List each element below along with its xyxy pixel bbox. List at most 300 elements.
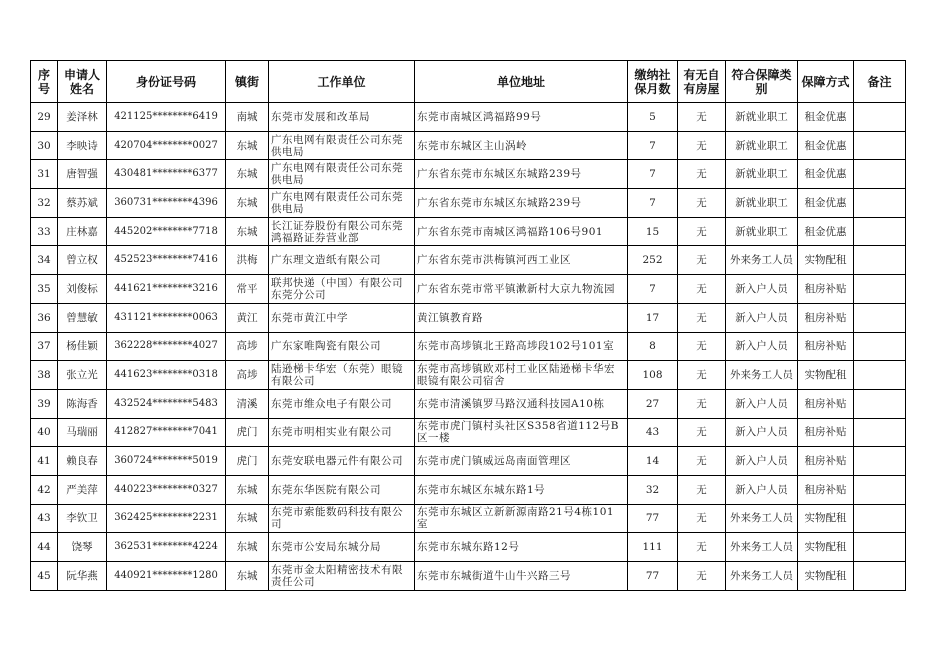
cell-town[interactable] (226, 447, 269, 476)
cell-employer[interactable] (269, 303, 415, 332)
header-method: 保障方式 (798, 61, 854, 103)
cell-id-number[interactable] (107, 504, 226, 533)
cell-id-number[interactable] (107, 131, 226, 160)
cell-method-text: 租房补贴 (804, 426, 847, 439)
cell-months[interactable] (628, 504, 678, 533)
cell-town[interactable] (226, 160, 269, 189)
cell-own-house[interactable] (678, 361, 726, 390)
cell-name[interactable] (58, 475, 107, 504)
cell-address[interactable] (415, 103, 628, 132)
cell-months-text: 7 (649, 168, 656, 181)
cell-own-house[interactable] (678, 475, 726, 504)
cell-address[interactable] (415, 562, 628, 591)
table-row (31, 533, 906, 562)
cell-method[interactable] (798, 131, 854, 160)
cell-category-text: 外来务工人员 (730, 254, 793, 267)
cell-own-house-text: 无 (696, 512, 707, 525)
cell-id-number-text: 412827********7041 (114, 426, 218, 438)
cell-months[interactable] (628, 189, 678, 218)
cell-name[interactable] (58, 562, 107, 591)
cell-id-number[interactable] (107, 562, 226, 591)
cell-method[interactable] (798, 418, 854, 447)
cell-address[interactable] (415, 303, 628, 332)
cell-address-text: 广东省东莞市南城区鸿福路106号901 (417, 225, 604, 238)
cell-note[interactable] (854, 189, 906, 218)
cell-id-number[interactable] (107, 389, 226, 418)
cell-name-text: 严美萍 (66, 483, 98, 496)
cell-address-text: 东莞市虎门镇村头社区S358省道112号B区一楼 (417, 420, 619, 445)
cell-no[interactable] (31, 217, 58, 246)
cell-months[interactable] (628, 533, 678, 562)
cell-note[interactable] (854, 389, 906, 418)
header-row (31, 61, 906, 103)
cell-id-number-text: 441621********3216 (114, 282, 218, 294)
cell-name[interactable] (58, 504, 107, 533)
cell-id-number[interactable] (107, 103, 226, 132)
header-name: 申请人 姓名 (58, 61, 107, 103)
cell-category-text: 新就业职工 (735, 196, 788, 209)
cell-name[interactable] (58, 131, 107, 160)
cell-no[interactable] (31, 389, 58, 418)
cell-months[interactable] (628, 475, 678, 504)
cell-note[interactable] (854, 275, 906, 304)
cell-id-number-text: 362425********2231 (114, 512, 218, 524)
cell-own-house[interactable] (678, 533, 726, 562)
cell-own-house-text: 无 (696, 282, 707, 295)
cell-address-text: 东莞市高埗镇北王路高埗段102号101室 (417, 340, 615, 353)
cell-employer[interactable] (269, 504, 415, 533)
table-row (31, 189, 906, 218)
cell-own-house[interactable] (678, 189, 726, 218)
cell-no-text: 35 (37, 282, 51, 295)
cell-category[interactable] (726, 418, 798, 447)
cell-no[interactable] (31, 332, 58, 361)
cell-name-text: 唐智强 (66, 168, 98, 181)
cell-category[interactable] (726, 160, 798, 189)
cell-address-text: 东莞市清溪镇罗马路汉通科技园A10栋 (417, 397, 605, 410)
cell-method[interactable] (798, 447, 854, 476)
cell-note[interactable] (854, 562, 906, 591)
cell-employer-text: 东莞安联电器元件有限公司 (271, 455, 403, 468)
table-row (31, 303, 906, 332)
cell-category[interactable] (726, 562, 798, 591)
cell-id-number-text: 445202********7718 (114, 225, 218, 237)
cell-town-text: 虎门 (236, 426, 258, 439)
cell-name-text: 马瑞丽 (66, 426, 98, 439)
cell-method[interactable] (798, 332, 854, 361)
cell-employer[interactable] (269, 103, 415, 132)
cell-category-text: 新入户人员 (735, 282, 788, 295)
cell-no-text: 38 (37, 369, 51, 382)
cell-name[interactable] (58, 103, 107, 132)
cell-address[interactable] (415, 246, 628, 275)
cell-method[interactable] (798, 217, 854, 246)
table-row (31, 246, 906, 275)
cell-note[interactable] (854, 504, 906, 533)
cell-method[interactable] (798, 361, 854, 390)
cell-employer[interactable] (269, 533, 415, 562)
cell-name-text: 李钦卫 (66, 512, 98, 525)
cell-own-house-text: 无 (696, 139, 707, 152)
cell-no-text: 45 (37, 569, 51, 582)
cell-address[interactable] (415, 189, 628, 218)
cell-id-number-text: 362228********4027 (114, 340, 218, 352)
cell-employer[interactable] (269, 562, 415, 591)
cell-months[interactable] (628, 246, 678, 275)
cell-months[interactable] (628, 103, 678, 132)
cell-category[interactable] (726, 533, 798, 562)
cell-category[interactable] (726, 332, 798, 361)
cell-no-text: 44 (37, 541, 51, 554)
cell-no-text: 42 (37, 483, 51, 496)
cell-no-text: 30 (37, 139, 51, 152)
cell-method-text: 租金优惠 (804, 168, 847, 181)
cell-employer[interactable] (269, 361, 415, 390)
cell-address[interactable] (415, 275, 628, 304)
table-row (31, 131, 906, 160)
cell-employer[interactable] (269, 447, 415, 476)
cell-town[interactable] (226, 504, 269, 533)
table-row (31, 475, 906, 504)
cell-no[interactable] (31, 160, 58, 189)
cell-address-text: 东莞市东城东路12号 (417, 541, 520, 554)
cell-employer[interactable] (269, 189, 415, 218)
cell-note[interactable] (854, 246, 906, 275)
cell-id-number-text: 362531********4224 (114, 541, 218, 553)
cell-employer[interactable] (269, 275, 415, 304)
cell-address-text: 黄江镇教育路 (417, 311, 483, 324)
cell-address-text: 东莞市东城街道牛山牛兴路三号 (417, 569, 571, 582)
cell-id-number-text: 440921********1280 (114, 569, 218, 581)
cell-name-text: 曾立权 (66, 254, 98, 267)
cell-method[interactable] (798, 189, 854, 218)
cell-id-number[interactable] (107, 217, 226, 246)
cell-own-house[interactable] (678, 389, 726, 418)
cell-no[interactable] (31, 189, 58, 218)
cell-id-number[interactable] (107, 475, 226, 504)
cell-address-text: 东莞市东城区立新新源南路21号4栋101室 (417, 506, 615, 531)
table-row (31, 418, 906, 447)
cell-own-house[interactable] (678, 504, 726, 533)
cell-months[interactable] (628, 160, 678, 189)
cell-months[interactable] (628, 418, 678, 447)
cell-no-text: 41 (37, 455, 51, 468)
cell-town[interactable] (226, 103, 269, 132)
cell-months-text: 7 (649, 196, 656, 209)
cell-method[interactable] (798, 504, 854, 533)
cell-town[interactable] (226, 361, 269, 390)
cell-method-text: 租房补贴 (804, 282, 847, 295)
cell-town[interactable] (226, 533, 269, 562)
cell-employer-text: 广东电网有限责任公司东莞供电局 (271, 190, 403, 215)
cell-method[interactable] (798, 533, 854, 562)
cell-address[interactable] (415, 533, 628, 562)
cell-town[interactable] (226, 418, 269, 447)
cell-address-text: 东莞市东城区东城东路1号 (417, 483, 546, 496)
cell-name[interactable] (58, 533, 107, 562)
cell-method[interactable] (798, 246, 854, 275)
cell-note[interactable] (854, 418, 906, 447)
cell-no[interactable] (31, 103, 58, 132)
cell-town[interactable] (226, 131, 269, 160)
cell-own-house-text: 无 (696, 168, 707, 181)
cell-category-text: 外来务工人员 (730, 541, 793, 554)
cell-own-house[interactable] (678, 275, 726, 304)
cell-town[interactable] (226, 303, 269, 332)
cell-employer-text: 东莞市金太阳精密技术有限责任公司 (271, 563, 403, 588)
cell-name[interactable] (58, 418, 107, 447)
cell-employer-text: 广东电网有限责任公司东莞供电局 (271, 133, 403, 158)
cell-address[interactable] (415, 475, 628, 504)
cell-id-number-text: 430481********6377 (114, 168, 218, 180)
table-row (31, 389, 906, 418)
cell-name[interactable] (58, 189, 107, 218)
cell-employer[interactable] (269, 160, 415, 189)
cell-category[interactable] (726, 303, 798, 332)
cell-town[interactable] (226, 189, 269, 218)
cell-method[interactable] (798, 475, 854, 504)
cell-category[interactable] (726, 475, 798, 504)
cell-category[interactable] (726, 189, 798, 218)
cell-months[interactable] (628, 332, 678, 361)
cell-note[interactable] (854, 103, 906, 132)
cell-months-text: 77 (645, 512, 660, 525)
cell-months-text: 252 (642, 254, 663, 267)
cell-no[interactable] (31, 475, 58, 504)
cell-own-house-text: 无 (696, 569, 707, 582)
cell-employer-text: 东莞市发展和改革局 (271, 110, 370, 123)
cell-method-text: 租房补贴 (804, 311, 847, 324)
cell-address[interactable] (415, 447, 628, 476)
cell-own-house[interactable] (678, 562, 726, 591)
cell-category[interactable] (726, 103, 798, 132)
cell-note[interactable] (854, 131, 906, 160)
cell-category[interactable] (726, 447, 798, 476)
cell-employer[interactable] (269, 217, 415, 246)
cell-method-text: 租金优惠 (804, 110, 847, 123)
cell-id-number[interactable] (107, 418, 226, 447)
header-note: 备注 (854, 61, 906, 103)
cell-method-text: 实物配租 (804, 512, 847, 525)
cell-note[interactable] (854, 303, 906, 332)
cell-own-house[interactable] (678, 332, 726, 361)
cell-id-number-text: 360724********5019 (114, 455, 218, 467)
cell-name[interactable] (58, 332, 107, 361)
cell-employer[interactable] (269, 475, 415, 504)
cell-own-house-text: 无 (696, 196, 707, 209)
cell-id-number-text: 431121********0063 (114, 311, 218, 323)
cell-own-house-text: 无 (696, 541, 707, 554)
cell-note[interactable] (854, 160, 906, 189)
cell-method[interactable] (798, 389, 854, 418)
cell-name[interactable] (58, 246, 107, 275)
cell-category[interactable] (726, 131, 798, 160)
cell-own-house[interactable] (678, 303, 726, 332)
cell-no-text: 29 (37, 110, 51, 123)
cell-months[interactable] (628, 389, 678, 418)
cell-employer-text: 广东理文造纸有限公司 (271, 254, 381, 267)
cell-category-text: 新入户人员 (735, 455, 788, 468)
cell-town-text: 虎门 (236, 455, 258, 468)
cell-address-text: 广东省东莞市常平镇漱新村大京九物流园 (417, 282, 615, 295)
cell-category[interactable] (726, 275, 798, 304)
cell-no-text: 31 (37, 168, 51, 181)
cell-id-number[interactable] (107, 533, 226, 562)
cell-method-text: 租金优惠 (804, 139, 847, 152)
cell-own-house[interactable] (678, 160, 726, 189)
cell-note[interactable] (854, 361, 906, 390)
cell-town-text: 南城 (236, 110, 258, 123)
cell-town-text: 洪梅 (236, 254, 258, 267)
cell-name[interactable] (58, 303, 107, 332)
cell-category-text: 新就业职工 (735, 110, 788, 123)
cell-months-text: 43 (645, 426, 660, 439)
cell-id-number[interactable] (107, 332, 226, 361)
cell-months[interactable] (628, 275, 678, 304)
cell-own-house[interactable] (678, 418, 726, 447)
cell-name-text: 蔡苏斌 (66, 196, 98, 209)
cell-town[interactable] (226, 275, 269, 304)
cell-id-number[interactable] (107, 303, 226, 332)
cell-address[interactable] (415, 361, 628, 390)
cell-method[interactable] (798, 103, 854, 132)
cell-months[interactable] (628, 217, 678, 246)
cell-town[interactable] (226, 562, 269, 591)
cell-employer-text: 东莞市明相实业有限公司 (271, 426, 392, 439)
cell-own-house-text: 无 (696, 340, 707, 353)
cell-employer-text: 东莞市索能数码科技有限公司 (271, 506, 403, 531)
cell-months[interactable] (628, 131, 678, 160)
cell-months[interactable] (628, 361, 678, 390)
cell-category-text: 外来务工人员 (730, 569, 793, 582)
cell-id-number[interactable] (107, 189, 226, 218)
cell-no[interactable] (31, 533, 58, 562)
cell-method-text: 实物配租 (804, 541, 847, 554)
cell-category[interactable] (726, 504, 798, 533)
cell-category-text: 新入户人员 (735, 426, 788, 439)
cell-own-house[interactable] (678, 103, 726, 132)
cell-address[interactable] (415, 389, 628, 418)
cell-category[interactable] (726, 389, 798, 418)
cell-id-number[interactable] (107, 160, 226, 189)
cell-name[interactable] (58, 275, 107, 304)
cell-employer-text: 陆逊梯卡华宏（东莞）眼镜有限公司 (271, 363, 403, 388)
cell-category[interactable] (726, 361, 798, 390)
cell-name[interactable] (58, 217, 107, 246)
cell-town[interactable] (226, 475, 269, 504)
cell-method[interactable] (798, 160, 854, 189)
cell-employer[interactable] (269, 332, 415, 361)
cell-name[interactable] (58, 361, 107, 390)
cell-method[interactable] (798, 562, 854, 591)
cell-category-text: 外来务工人员 (730, 369, 793, 382)
cell-name[interactable] (58, 389, 107, 418)
cell-name-text: 姜泽林 (66, 110, 98, 123)
cell-no-text: 39 (37, 397, 51, 410)
cell-id-number[interactable] (107, 246, 226, 275)
cell-employer[interactable] (269, 246, 415, 275)
cell-name-text: 赖良春 (66, 455, 98, 468)
cell-months-text: 7 (649, 282, 656, 295)
cell-employer[interactable] (269, 389, 415, 418)
cell-months[interactable] (628, 447, 678, 476)
cell-name[interactable] (58, 160, 107, 189)
table-row (31, 504, 906, 533)
cell-method-text: 租房补贴 (804, 340, 847, 353)
cell-own-house[interactable] (678, 447, 726, 476)
cell-name-text: 陈海香 (66, 397, 98, 410)
table-row (31, 332, 906, 361)
cell-address[interactable] (415, 418, 628, 447)
cell-town[interactable] (226, 217, 269, 246)
cell-note[interactable] (854, 447, 906, 476)
cell-note[interactable] (854, 332, 906, 361)
cell-name-text: 曾慧敏 (66, 311, 98, 324)
cell-no[interactable] (31, 418, 58, 447)
cell-category-text: 新入户人员 (735, 397, 788, 410)
cell-own-house-text: 无 (696, 110, 707, 123)
cell-months[interactable] (628, 562, 678, 591)
cell-method-text: 实物配租 (804, 569, 847, 582)
cell-no[interactable] (31, 246, 58, 275)
cell-own-house[interactable] (678, 131, 726, 160)
cell-address[interactable] (415, 160, 628, 189)
cell-category[interactable] (726, 246, 798, 275)
cell-town-text: 东城 (236, 569, 258, 582)
cell-method[interactable] (798, 275, 854, 304)
cell-months-text: 5 (649, 110, 656, 123)
cell-id-number[interactable] (107, 447, 226, 476)
cell-address[interactable] (415, 504, 628, 533)
cell-employer-text: 广东电网有限责任公司东莞供电局 (271, 162, 403, 187)
cell-category-text: 新入户人员 (735, 311, 788, 324)
cell-id-number[interactable] (107, 275, 226, 304)
cell-town[interactable] (226, 246, 269, 275)
cell-id-number[interactable] (107, 361, 226, 390)
cell-no[interactable] (31, 131, 58, 160)
cell-no[interactable] (31, 303, 58, 332)
cell-method[interactable] (798, 303, 854, 332)
cell-id-number-text: 440223********0327 (114, 483, 218, 495)
cell-employer-text: 广东家唯陶瓷有限公司 (271, 340, 381, 353)
cell-note[interactable] (854, 533, 906, 562)
cell-town[interactable] (226, 332, 269, 361)
cell-employer[interactable] (269, 418, 415, 447)
housing-applicant-table (30, 60, 906, 591)
cell-note[interactable] (854, 475, 906, 504)
cell-address[interactable] (415, 131, 628, 160)
cell-no[interactable] (31, 447, 58, 476)
cell-address[interactable] (415, 217, 628, 246)
cell-own-house[interactable] (678, 217, 726, 246)
cell-name[interactable] (58, 447, 107, 476)
cell-employer[interactable] (269, 131, 415, 160)
cell-name-text: 张立光 (66, 369, 98, 382)
cell-no[interactable] (31, 562, 58, 591)
cell-months[interactable] (628, 303, 678, 332)
cell-no[interactable] (31, 504, 58, 533)
cell-no[interactable] (31, 275, 58, 304)
cell-own-house[interactable] (678, 246, 726, 275)
header-no: 序号 (31, 61, 58, 103)
cell-no[interactable] (31, 361, 58, 390)
cell-town[interactable] (226, 389, 269, 418)
cell-address[interactable] (415, 332, 628, 361)
cell-town-text: 东城 (236, 512, 258, 525)
cell-note[interactable] (854, 217, 906, 246)
cell-no-text: 34 (37, 254, 51, 267)
cell-category[interactable] (726, 217, 798, 246)
